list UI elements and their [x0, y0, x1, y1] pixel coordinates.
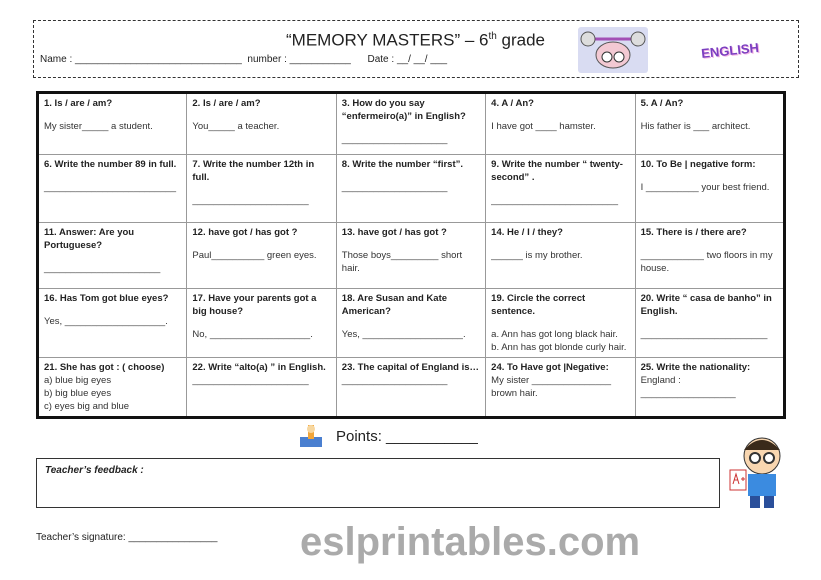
answer-text: Those boys_________ short hair. — [341, 250, 463, 274]
feedback-label: Teacher’s feedback : — [45, 465, 144, 476]
answer-text: b. Ann has got blonde curly hair. — [491, 342, 627, 353]
answer-text: I __________ your best friend. — [640, 182, 770, 193]
pencil-books-icon — [296, 423, 326, 449]
question-cell-18[interactable] — [336, 289, 485, 358]
question-text: 10. To Be | negative form: — [640, 159, 756, 170]
question-cell-1[interactable] — [38, 93, 187, 155]
question-text: 13. have got / has got ? — [341, 227, 447, 238]
answer-text: My sister _______________ brown hair. — [491, 375, 612, 399]
question-cell-11[interactable] — [38, 223, 187, 289]
question-cell-4[interactable] — [486, 93, 635, 155]
question-cell-23[interactable] — [336, 358, 485, 418]
question-text: 16. Has Tom got blue eyes? — [44, 293, 169, 304]
worksheet-title — [286, 27, 545, 51]
watermark: eslprintables.com — [300, 520, 641, 564]
answer-text: ______________________ — [192, 195, 309, 206]
answer-text: ____________________ — [341, 134, 448, 145]
question-text: 8. Write the number “first”. — [341, 159, 464, 170]
table-row — [38, 289, 785, 358]
answer-text: No, ___________________. — [192, 329, 313, 340]
header-box — [33, 20, 799, 78]
answer-text: You_____ a teacher. — [192, 121, 280, 132]
answer-text: ________________________ — [491, 195, 618, 206]
question-text: 22. Write “alto(a) ” in English. — [192, 362, 326, 373]
question-cell-5[interactable] — [635, 93, 784, 155]
title-superscript: th — [488, 31, 497, 42]
teacher-feedback-box[interactable] — [36, 458, 720, 508]
question-cell-9[interactable] — [486, 155, 635, 223]
brain-weightlifting-image — [578, 27, 648, 73]
answer-text: ____________ two floors in my house. — [640, 250, 773, 274]
question-text: 25. Write the nationality: — [640, 362, 751, 373]
points-field[interactable]: Points: ___________ — [336, 428, 478, 445]
answer-text: My sister_____ a student. — [44, 121, 153, 132]
question-cell-12[interactable] — [187, 223, 336, 289]
question-cell-24[interactable] — [486, 358, 635, 418]
question-text: 2. Is / are / am? — [192, 98, 261, 109]
answer-text: ____________________ — [341, 375, 448, 386]
table-row — [38, 155, 785, 223]
question-text: 19. Circle the correct sentence. — [491, 293, 586, 317]
answer-text: a) blue big eyes — [44, 375, 112, 386]
answer-text: ______________________ — [192, 375, 309, 386]
table-row — [38, 93, 785, 155]
quiz-table — [36, 91, 786, 419]
question-text: 3. How do you say “enfermeiro(a)” in English? — [341, 98, 466, 122]
answer-text: a. Ann has got long black hair. — [491, 329, 618, 340]
question-text: 11. Answer: Are you Portuguese? — [44, 227, 135, 251]
question-text: 1. Is / are / am? — [44, 98, 113, 109]
answer-text: Paul__________ green eyes. — [192, 250, 317, 261]
question-cell-20[interactable] — [635, 289, 784, 358]
title-main: “MEMORY MASTERS” – 6 — [286, 30, 489, 50]
question-text: 5. A / An? — [640, 98, 684, 109]
answer-text: _________________________ — [44, 182, 177, 193]
question-cell-10[interactable] — [635, 155, 784, 223]
question-text: 4. A / An? — [491, 98, 534, 109]
question-text: 24. To Have got |Negative: — [491, 362, 609, 373]
question-cell-8[interactable] — [336, 155, 485, 223]
question-cell-2[interactable] — [187, 93, 336, 155]
answer-text: Yes, ___________________. — [44, 316, 168, 327]
question-cell-19[interactable] — [486, 289, 635, 358]
question-cell-16[interactable] — [38, 289, 187, 358]
table-row — [38, 223, 785, 289]
student-info-line[interactable]: Name : ______________________________ number : ___________ Date : __/ __/ ___ — [40, 54, 448, 65]
question-cell-13[interactable] — [336, 223, 485, 289]
question-text: 7. Write the number 12th in full. — [192, 159, 315, 183]
title-end: grade — [496, 30, 546, 50]
question-text: 9. Write the number “ twenty-second” . — [491, 159, 623, 183]
question-text: 15. There is / there are? — [640, 227, 747, 238]
question-cell-7[interactable] — [187, 155, 336, 223]
question-cell-14[interactable] — [486, 223, 635, 289]
question-text: 17. Have your parents got a big house? — [192, 293, 317, 317]
student-cartoon-image — [728, 432, 790, 510]
question-text: 21. She has got : ( choose) — [44, 362, 165, 373]
answer-text: ________________________ — [640, 329, 768, 340]
answer-text: Yes, ___________________. — [341, 329, 466, 340]
teacher-signature-line[interactable]: Teacher’s signature: ________________ — [36, 532, 218, 543]
question-cell-15[interactable] — [635, 223, 784, 289]
question-cell-22[interactable] — [187, 358, 336, 418]
answer-text: ______ is my brother. — [491, 250, 583, 261]
question-text: 12. have got / has got ? — [192, 227, 298, 238]
question-text: 23. The capital of England is… — [341, 362, 480, 373]
question-text: 6. Write the number 89 in full. — [44, 159, 177, 170]
answer-text: I have got ____ hamster. — [491, 121, 596, 132]
question-cell-3[interactable] — [336, 93, 485, 155]
answer-text: b) big blue eyes — [44, 388, 112, 399]
answer-text: England : __________________ — [640, 375, 736, 399]
question-cell-6[interactable] — [38, 155, 187, 223]
question-cell-21[interactable] — [38, 358, 187, 418]
question-text: 18. Are Susan and Kate American? — [341, 293, 448, 317]
answer-text: c) eyes big and blue — [44, 401, 130, 412]
table-row — [38, 358, 785, 418]
question-text: 20. Write “ casa de banho” in English. — [640, 293, 772, 317]
answer-text: ______________________ — [44, 263, 161, 274]
question-text: 14. He / I / they? — [491, 227, 563, 238]
answer-text: His father is ___ architect. — [640, 121, 751, 132]
question-cell-17[interactable] — [187, 289, 336, 358]
english-logo: ENGLISH — [700, 39, 760, 61]
question-cell-25[interactable] — [635, 358, 784, 418]
answer-text: ____________________ — [341, 182, 448, 193]
